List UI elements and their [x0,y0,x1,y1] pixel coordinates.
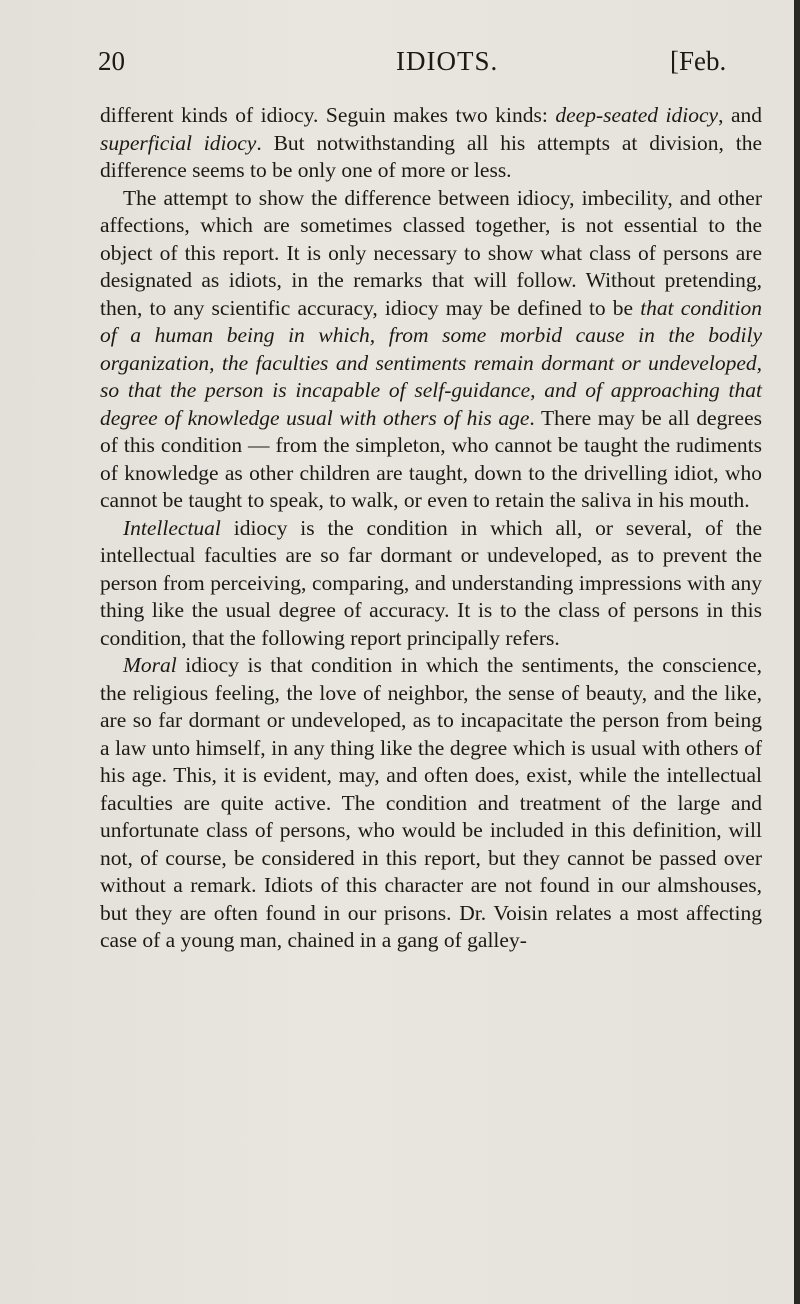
italic-run: Intellectual [123,515,221,540]
italic-run: superficial idiocy [100,130,257,155]
page-edge-shadow [794,0,800,1304]
text-run: . There may be all degrees of this condition — from the simpleton, who cannot be taught the rudiments of knowledge as other children are taught, down to the drivelling idiot, who cannot be taught to speak, to walk, or even to retain the saliva in his mouth. [100,405,762,512]
paragraph [100,102,762,185]
paragraph [100,515,762,653]
italic-run: deep-seated idiocy [555,103,719,127]
running-header [98,46,778,86]
running-head-title: IDIOTS. [396,46,499,76]
text-run: idiocy is the condition in which all, or several, of the intellectual faculties are so far dormant or undeveloped, as to prevent the person from perceiving, comparing, and understanding impressions with any thing like the usual degree of accuracy. It is to the class of persons in this condition, that the following report principally refers. [100,515,762,650]
text-run: different kinds of idiocy. Seguin makes two kinds: [100,103,556,127]
text-run: idiocy is that condition in which the sentiments, the conscience, the religious feeling, the love of neighbor, the sense of beauty, and the like, are so far dormant or undeveloped, as to incapacitate the person from being a law unto himself, in any thing like the degree which is usual with others of his age. This, it is evident, may, and often does, exist, while the intellectual faculties are quite active. The condition and treatment of the large and unfortunate class of persons, who would be included in this definition, will not, of course, be considered in this report, but they cannot be passed over without a remark. Idiots of this character are not found in our almshouses, but they are often found in our prisons. Dr. Voisin relates a most affecting case of a young man, chained in a gang of galley- [100,653,762,952]
month-mark: [Feb. [670,46,727,76]
page-number: 20 [98,46,125,76]
italic-run: that condition of a human being in which, from some morbid cause in the bodily organization, the faculties and sentiments remain dormant or undeveloped, so that the person is incapable of self-guidance, and of approaching that degree of knowledge usual with others of his age [100,295,762,430]
paragraph [100,652,762,955]
text-run: The attempt to show the difference between idiocy, imbecility, and other affections, which are sometimes classed together, is not essential to the object of this report. It is only necessary to show what class of persons are designated as idiots, in the remarks that will follow. Without pretending, then, to any scientific accuracy, idiocy may be defined to be [100,185,762,320]
paragraph [100,185,762,515]
text-run: . But notwithstanding all his attempts at division, the difference seems to be only one of more or less. [100,130,762,182]
body-text [100,102,762,955]
italic-run: Moral [123,653,177,677]
text-run: , and [718,103,763,127]
